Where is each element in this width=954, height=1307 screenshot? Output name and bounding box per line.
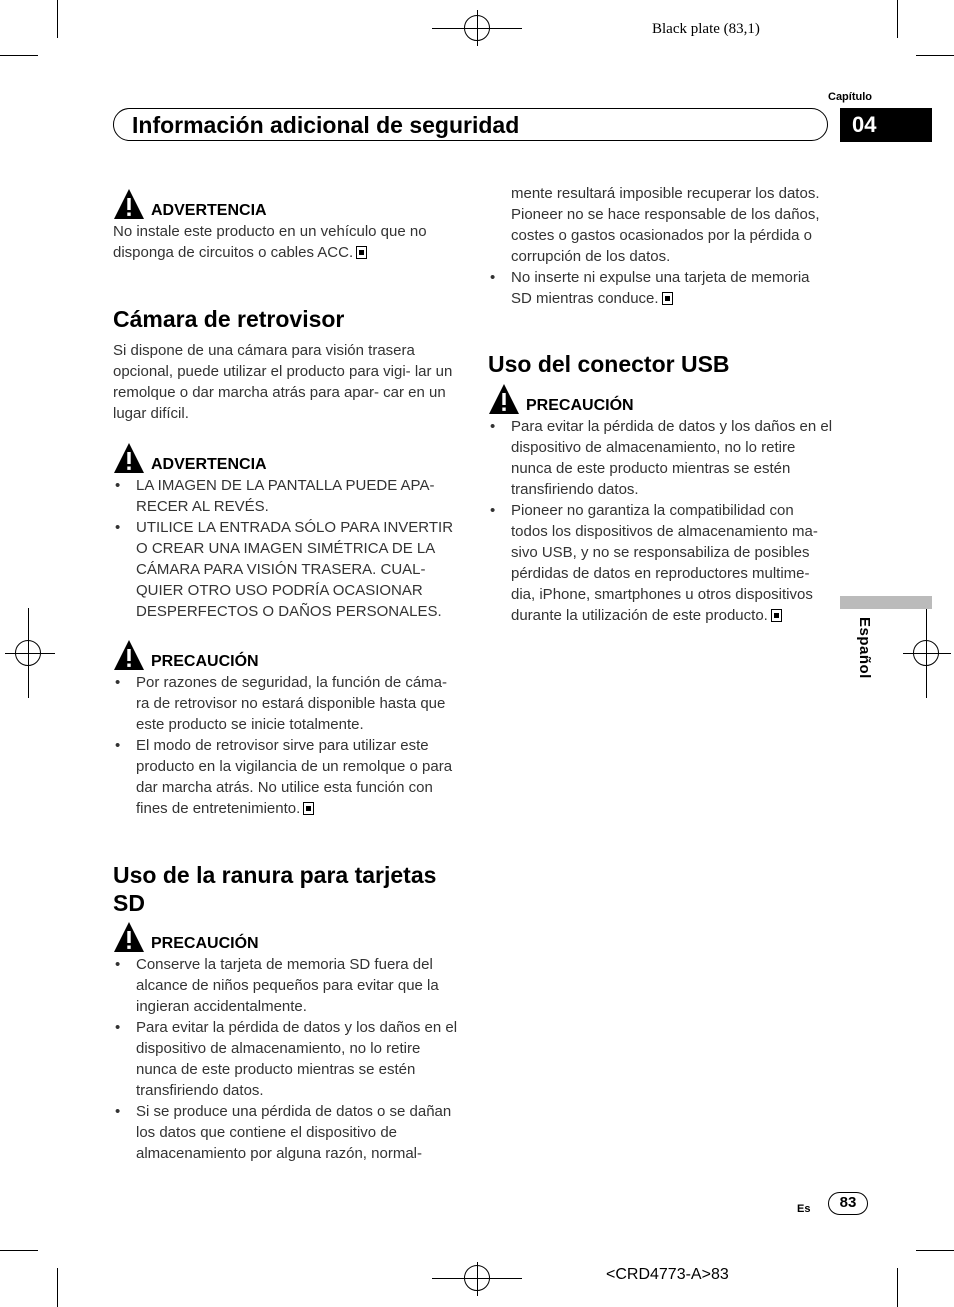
sd-section [113,861,458,917]
caution-label: PRECAUCIÓN [151,935,259,952]
list-item: • Conserve la tarjeta de memoria SD fuera del alcance de niños pequeños para evitar que la ingieran accidentalmente. [113,954,458,1017]
list-item: • Si se produce una pérdida de datos o se dañan los datos que contiene el dispositivo de almacenamiento por alguna razón, normal- [113,1101,458,1164]
crop-mark [57,0,58,38]
camera-caution [113,637,458,819]
list-item: • Para evitar la pérdida de datos y los daños en el dispositivo de almacenamiento, no lo retire nunca de este producto mientras se estén transfiriendo datos. [488,416,833,500]
page-number: 83 [828,1192,868,1215]
crop-mark [916,55,954,56]
list-item: • LA IMAGEN DE LA PANTALLA PUEDE APA- RECER AL REVÉS. [113,475,458,517]
warning-label: ADVERTENCIA [151,456,267,473]
usb-section [488,350,833,378]
section-title: Uso del conector USB [488,351,730,377]
sd-caution [113,919,458,1164]
chapter-label: Capítulo [828,91,872,103]
warning-triangle-icon [113,639,145,671]
crop-mark [897,1268,898,1307]
end-mark-icon [303,802,314,815]
sd-caution-continued [488,183,833,309]
end-mark-icon [356,246,367,259]
end-mark-icon [662,292,673,305]
usb-caution [488,381,833,626]
language-tab-bar [840,596,932,609]
warning-triangle-icon [113,442,145,474]
continued-text: mente resultará imposible recuperar los datos. Pioneer no se hace responsable de los daños, costes o gastos ocasionados por la pérdida o corrupción de los datos. [511,185,820,265]
crop-mark [916,1250,954,1251]
camera-warning [113,440,458,622]
section-title: Uso de la ranura para tarjetas SD [113,862,437,916]
list-item: • Para evitar la pérdida de datos y los daños en el dispositivo de almacenamiento, no lo retire nunca de este producto mientras se estén transfiriendo datos. [113,1017,458,1101]
crop-mark [0,1250,38,1251]
end-mark-icon [771,609,782,622]
warning-triangle-icon [488,383,520,415]
plate-label: Black plate (83,1) [652,21,760,37]
chapter-number: 04 [840,108,932,142]
crop-mark [897,0,898,38]
warning-acc [113,186,458,263]
language-code: Es [797,1203,811,1215]
caution-label: PRECAUCIÓN [151,653,259,670]
warning-label: ADVERTENCIA [151,202,267,219]
list-item: • Por razones de seguridad, la función de cáma- ra de retrovisor no estará disponible hasta que este producto se inicie totalmente. [113,672,458,735]
caution-label: PRECAUCIÓN [526,397,634,414]
section-text: Si dispone de una cámara para visión trasera opcional, puede utilizar el producto para vigi- lar un remolque o dar marcha atrás para apar- car en un lugar difícil. [113,342,453,422]
list-item: • El modo de retrovisor sirve para utilizar este producto en la vigilancia de un remolque o para dar marcha atrás. No utilice esta función con fines de entretenimiento. [113,735,458,819]
header-title: Información adicional de seguridad [132,112,520,138]
warning-text: No instale este producto en un vehículo que no disponga de circuitos o cables ACC. [113,223,427,261]
section-title: Cámara de retrovisor [113,306,345,332]
camera-section [113,305,458,424]
crop-mark [0,55,38,56]
language-tab: Español [856,617,873,679]
document-code: <CRD4773-A>83 [606,1266,729,1283]
list-item: • No inserte ni expulse una tarjeta de memoria SD mientras conduce. [488,267,833,309]
warning-triangle-icon [113,188,145,220]
warning-triangle-icon [113,921,145,953]
list-item: • Pioneer no garantiza la compatibilidad con todos los dispositivos de almacenamiento ma- sivo USB, y no se responsabiliza de posibles pérdidas de datos en reproductores multime- dia, iPhone, smartphones u otros dispositivos durante la utilización de este producto. [488,500,833,626]
list-item: • UTILICE LA ENTRADA SÓLO PARA INVERTIR O CREAR UNA IMAGEN SIMÉTRICA DE LA CÁMARA PARA VISIÓN TRASERA. CUAL- QUIER OTRO USO PODRÍA OCASIONAR DESPERFECTOS O DAÑOS PERSONALES. [113,517,458,622]
crop-mark [57,1268,58,1307]
